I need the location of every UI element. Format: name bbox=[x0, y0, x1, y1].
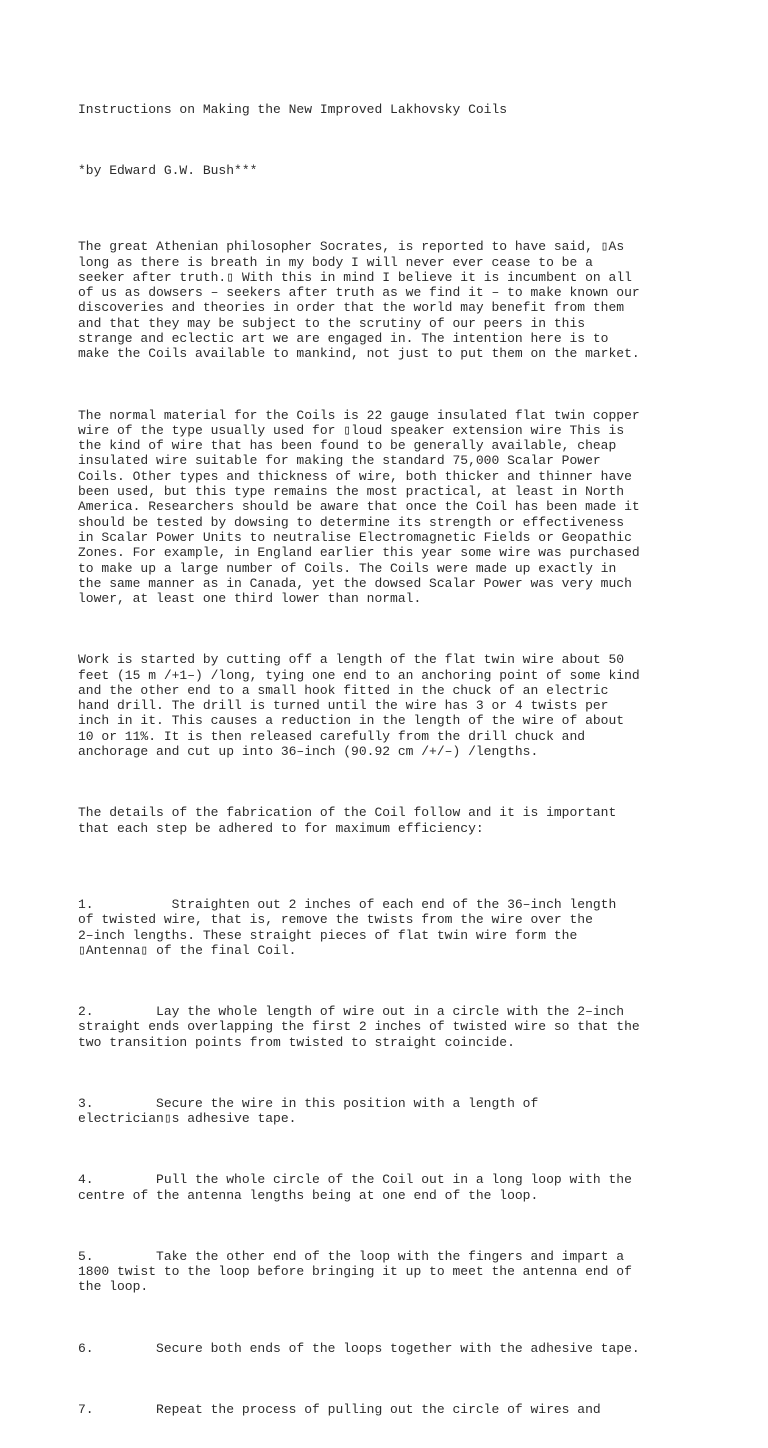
step-7: 7. Repeat the process of pulling out the circle of wires and bbox=[78, 1401, 601, 1417]
paragraph-work: Work is started by cutting off a length of the flat twin wire about 50 feet (15 m /+1–) /long, tying one end to an anchoring point of some kind and the other end to a small hook fitted in the chuck of an electric hand drill. The drill is turned until the wire has 3 or 4 twists per inch in it. This causes a reduction in the length of the wire of about 10 or 11%. It is then released carefully from the drill chuck and anchorage and cut up into 36–inch (90.92 cm /+/–) /lengths. bbox=[78, 652, 640, 760]
step-4: 4. Pull the whole circle of the Coil out in a long loop with the centre of the antenna lengths being at one end of the loop. bbox=[78, 1172, 632, 1203]
step-2: 2. Lay the whole length of wire out in a circle with the 2–inch straight ends overlapping the first 2 inches of twisted wire so that the two transition points from twisted to straight coincide. bbox=[78, 1004, 640, 1050]
paragraph-socrates: The great Athenian philosopher Socrates, is reported to have said, ▯As long as there is breath in my body I will never ever cease to be a seeker after truth.▯ With this in mind I believe it is incumbent on all of us as dowsers – seekers after truth as we find it – to make known our discoveries and theories in order that the world may benefit from them and that they may be subject to the scrutiny of our peers in this strange and eclectic art we are engaged in. The intention here is to make the Coils available to mankind, not just to put them on the market. bbox=[78, 239, 640, 362]
step-3: 3. Secure the wire in this position with a length of electrician▯s adhesive tape. bbox=[78, 1095, 539, 1127]
step-6: 6. Secure both ends of the loops together with the adhesive tape. bbox=[78, 1340, 640, 1356]
paragraph-details: The details of the fabrication of the Coil follow and it is important that each step be adhered to for maximum efficiency: bbox=[78, 805, 617, 836]
step-1: 1. Straighten out 2 inches of each end of the 36–inch length of twisted wire, that is, remove the twists from the wire over the 2–inch lengths. These straight pieces of flat twin wire form the ▯Antenna▯ of the final Coil. bbox=[78, 897, 617, 958]
document-byline: *by Edward G.W. Bush*** bbox=[78, 162, 258, 178]
document-title: Instructions on Making the New Improved Lakhovsky Coils bbox=[78, 101, 508, 117]
step-5: 5. Take the other end of the loop with the fingers and impart a 1800 twist to the loop before bringing it up to meet the antenna end of the loop. bbox=[78, 1248, 632, 1295]
paragraph-material: The normal material for the Coils is 22 gauge insulated flat twin copper wire of the type usually used for ▯loud speaker extension wire This is the kind of wire that has been found to be generally available, cheap insulated wire suitable for making the standard 75,000 Scalar Power Coils. Other types and thickness of wire, both thicker and thinner have been used, but this type remains the most practical, at least in North America. Researchers should be aware that once the Coil has been made it should be tested by dowsing to determine its strength or effectiveness in Scalar Power Units to neutralise Electromagnetic Fields or Geopathic Zones. For example, in England earlier this year some wire was purchased to make up a large number of Coils. The Coils were made up exactly in the same manner as in Canada, yet the dowsed Scalar Power was very much lower, at least one third lower than normal. bbox=[78, 407, 640, 607]
document-page bbox=[78, 71, 738, 1448]
